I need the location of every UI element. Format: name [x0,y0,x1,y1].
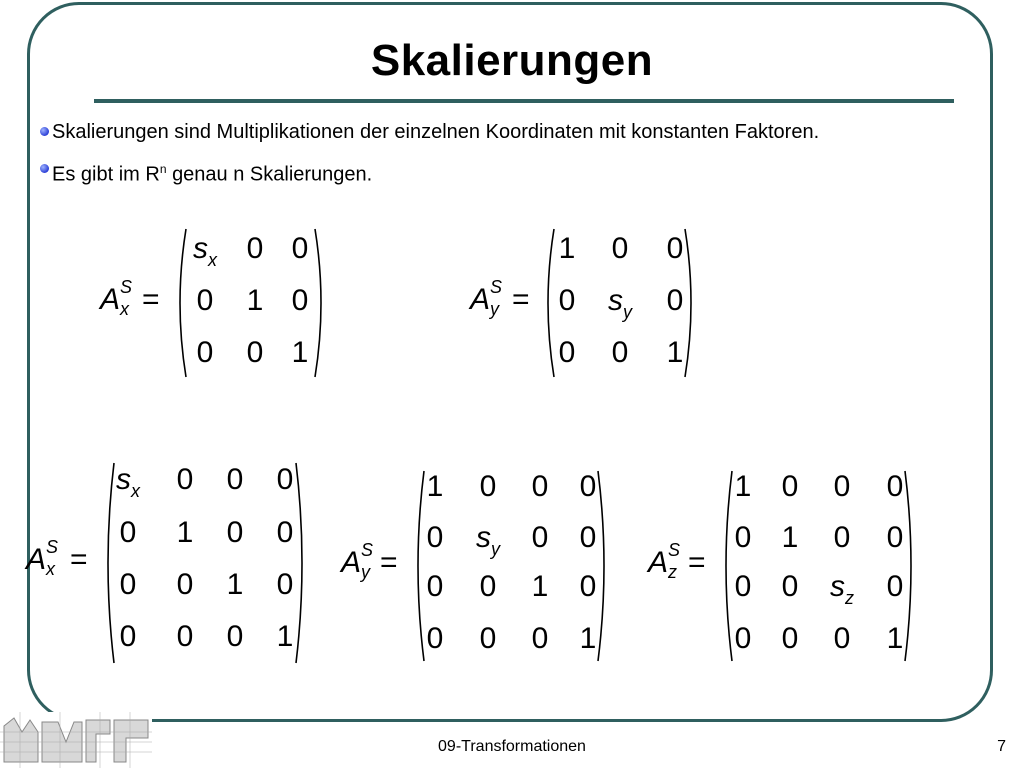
matrix-cell: 1 [531,570,549,603]
matrix-cell: 0 [886,470,904,503]
matrix-superscript: S [361,540,374,560]
matrix-lhs-symbol [100,277,133,319]
matrix-cell: 0 [196,336,214,369]
matrix-cell: 0 [833,521,851,554]
equals-sign: = [512,283,530,316]
matrix-cell: 0 [426,570,444,603]
scale-factor-subscript: x [131,481,140,501]
bullet-item [38,155,958,190]
matrix-cell: 0 [276,568,294,601]
matrix-cell: 0 [531,521,549,554]
matrix-cell: 1 [781,521,799,554]
scale-factor-symbol: s [116,463,131,496]
equals-sign: = [688,546,706,579]
matrix-cell: 0 [479,470,497,503]
bullet-dot-icon [40,164,49,173]
matrix-subscript: z [668,562,677,582]
bullet-text: Skalierungen sind Multiplikationen der einzelnen Koordinaten mit konstanten Faktoren. [52,121,820,143]
matrix-cell [822,570,862,608]
matrix-cell: 0 [479,570,497,603]
scale-factor-symbol: s [193,232,208,265]
bullet-text-suffix: genau n Skalierungen. [172,163,373,186]
slide-title: Skalierungen [370,36,654,85]
bullet-dot-icon [40,127,49,136]
equals-sign: = [380,546,398,579]
matrix-cell: 0 [426,622,444,655]
scale-factor-subscript: y [491,539,500,559]
matrix-cell: 0 [426,521,444,554]
bullet-superscript: n [159,162,167,176]
matrix-cell: 0 [531,470,549,503]
matrix-cell: 0 [579,521,597,554]
title-underline [94,99,954,103]
matrix-cell: 1 [734,470,752,503]
matrix-cell: 0 [833,470,851,503]
matrix-cell: 0 [579,570,597,603]
matrix-cell: 0 [579,470,597,503]
matrix-subscript: x [120,299,129,319]
matrix-cell: 0 [276,463,294,496]
matrix-cell: 0 [558,336,576,369]
matrix-cell: 0 [119,516,137,549]
bullet-item [38,118,958,147]
matrix-cell: 1 [291,336,309,369]
matrix-cell: 0 [781,570,799,603]
matrix-cell: 0 [176,463,194,496]
matrix-symbol-a: A [470,283,491,316]
matrix-cell [108,463,148,501]
page-number: 7 [997,738,1006,755]
matrix-superscript: S [668,540,681,560]
matrix-cell: 0 [666,284,684,317]
matrix-cell: 1 [426,470,444,503]
scale-factor-symbol: s [830,570,845,603]
matrix-cell: 0 [479,622,497,655]
matrix-symbol-a: A [648,546,669,579]
scale-factor-symbol: s [476,521,491,554]
matrix-symbol-a: A [341,546,362,579]
matrix-cell: 0 [734,570,752,603]
matrix-cell: 0 [886,570,904,603]
matrix-cell: 0 [176,620,194,653]
matrix-superscript: S [120,277,133,297]
matrix-cell: 0 [291,232,309,265]
matrix-lhs-symbol [341,540,374,582]
matrix-cell: 0 [119,568,137,601]
matrix-subscript: x [46,559,55,579]
matrix-cell: 0 [176,568,194,601]
matrix-cell: 0 [833,622,851,655]
matrix-superscript: S [46,537,59,557]
matrix-superscript: S [490,277,503,297]
matrix-cell [185,232,225,270]
matrix-cell: 0 [886,521,904,554]
matrix-cell: 0 [226,516,244,549]
matrix-cell: 1 [246,284,264,317]
matrix-cell: 0 [226,463,244,496]
matrix-cell: 0 [196,284,214,317]
bullet-text-prefix: Es gibt im R [52,163,160,186]
matrix-cell: 0 [226,620,244,653]
matrix-cell [468,521,508,559]
equals-sign: = [142,283,160,316]
matrix-cell: 0 [558,284,576,317]
matrix-cell: 0 [734,521,752,554]
matrix-cell: 1 [666,336,684,369]
footer-title: 09-Transformationen [438,738,586,755]
scale-factor-subscript: y [623,302,632,322]
matrix-cell: 0 [666,232,684,265]
matrix-cell: 1 [579,622,597,655]
matrix-cell [600,284,640,322]
matrix-cell: 0 [611,232,629,265]
matrix-cell: 0 [246,232,264,265]
matrix-symbol-a: A [26,543,47,576]
matrix-cell: 0 [781,622,799,655]
matrix-lhs-symbol [26,537,59,579]
matrix-lhs-symbol [470,277,503,319]
matrix-cell: 0 [246,336,264,369]
equals-sign: = [70,543,88,576]
matrix-cell: 1 [886,622,904,655]
matrix-cell: 1 [558,232,576,265]
matrix-cell: 1 [176,516,194,549]
matrix-cell: 1 [226,568,244,601]
matrix-cell: 0 [611,336,629,369]
matrix-subscript: y [490,299,499,319]
matrix-cell: 0 [531,622,549,655]
matrix-lhs-symbol [648,540,681,582]
matrix-cell: 0 [119,620,137,653]
matrix-subscript: y [361,562,370,582]
scale-factor-symbol: s [608,284,623,317]
matrix-cell: 0 [781,470,799,503]
matrix-cell: 1 [276,620,294,653]
matrix-cell: 0 [291,284,309,317]
matrix-cell: 0 [734,622,752,655]
matrix-symbol-a: A [100,283,121,316]
bullet-list [38,118,958,198]
scale-factor-subscript: z [845,588,854,608]
matrix-cell: 0 [276,516,294,549]
scale-factor-subscript: x [208,250,217,270]
